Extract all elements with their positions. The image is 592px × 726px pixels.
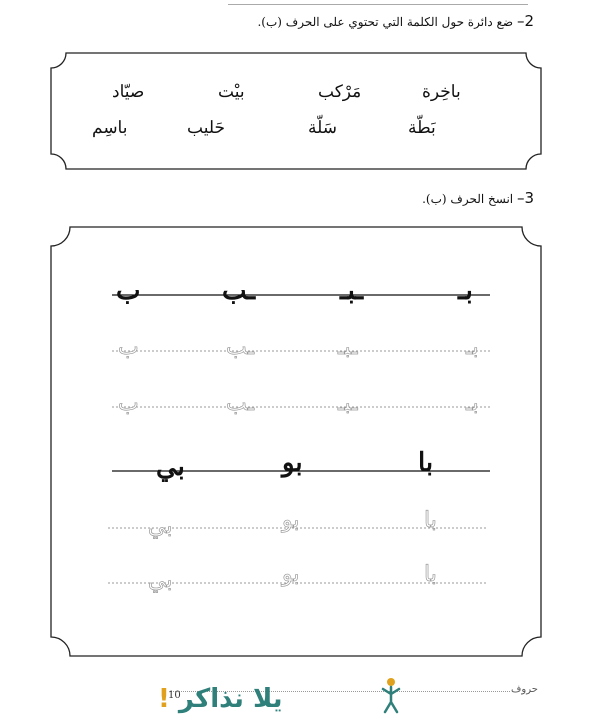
letter-form-final: ـب — [222, 276, 256, 306]
trace-initial-1[interactable]: بـ — [466, 335, 479, 360]
logo-bang: ! — [158, 684, 170, 714]
word-markab[interactable]: مَرْكب — [318, 82, 362, 102]
question-2-number: 2– — [516, 12, 534, 30]
trace-ba-1[interactable]: با — [424, 508, 437, 533]
trace-ba-2[interactable]: با — [424, 562, 437, 587]
trace-isolated-2[interactable]: ب — [118, 391, 139, 416]
question-2-text: ضع دائرة حول الكلمة التي تحتوي على الحرف (ب). — [257, 15, 514, 29]
trace-initial-2[interactable]: بـ — [466, 391, 479, 416]
logo-text: يلا نذاكر — [178, 684, 283, 714]
word-salla[interactable]: سَلّة — [308, 118, 337, 138]
trace-medial-2[interactable]: ـبـ — [338, 391, 358, 416]
word-batta[interactable]: بَطّة — [408, 118, 436, 138]
word-bakhira[interactable]: باخِرة — [422, 82, 461, 102]
syllable-ba: با — [418, 448, 434, 478]
logo — [158, 684, 282, 714]
trace-final-1[interactable]: ـب — [226, 335, 255, 360]
trace-medial-1[interactable]: ـبـ — [338, 335, 358, 360]
trace-bi-2[interactable]: بي — [148, 568, 173, 593]
word-bayt[interactable]: بيْت — [218, 82, 245, 102]
word-box-frame — [50, 52, 542, 170]
trace-bu-1[interactable]: بو — [282, 508, 300, 533]
letter-form-medial: ـبـ — [340, 276, 364, 306]
word-sayyad[interactable]: صيّاد — [112, 82, 145, 102]
trace-bi-1[interactable]: بي — [148, 514, 173, 539]
footer-word: حروف — [511, 684, 538, 695]
letter-form-isolated: ب — [116, 276, 141, 306]
logo-figure-icon — [378, 676, 404, 716]
question-3-text: انسخ الحرف (ب). — [422, 192, 514, 206]
syllable-bi: بي — [156, 452, 185, 482]
trace-isolated-1[interactable]: ب — [118, 335, 139, 360]
top-rule — [228, 4, 528, 5]
trace-final-2[interactable]: ـب — [226, 391, 255, 416]
question-3-number: 3– — [516, 189, 534, 207]
question-2 — [257, 12, 534, 30]
syllable-bu: بو — [282, 448, 303, 478]
page-number: 10 — [168, 690, 181, 701]
trace-bu-2[interactable]: بو — [282, 562, 300, 587]
letter-form-initial: بـ — [458, 276, 473, 306]
word-halib[interactable]: حَليب — [187, 118, 225, 138]
word-basim[interactable]: باسِم — [92, 118, 128, 138]
question-3 — [422, 189, 534, 207]
